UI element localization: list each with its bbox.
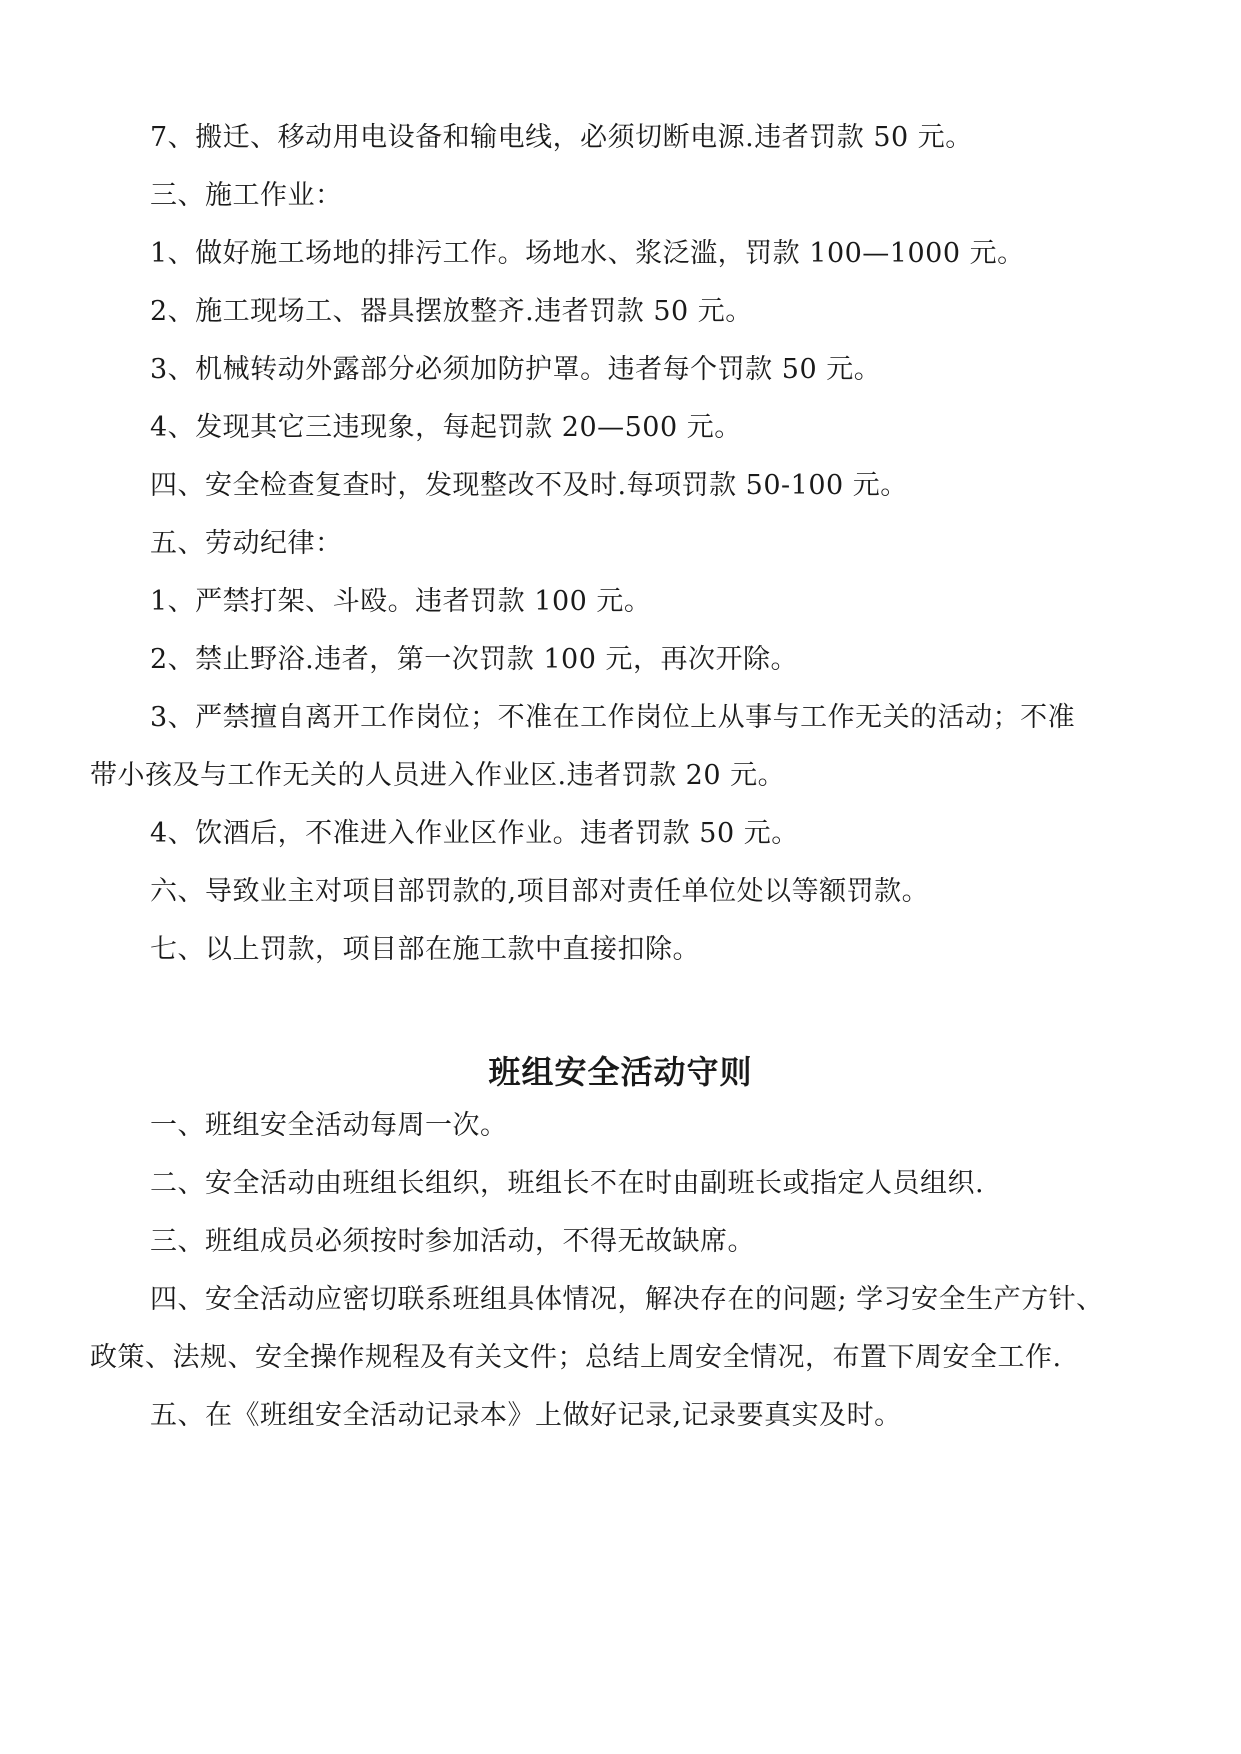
section-heading-inspection: 四、安全检查复查时，发现整改不及时.每项罚款 50-100 元。 [150, 470, 908, 501]
rule-item-7-power: 7、搬迁、移动用电设备和输电线，必须切断电源.违者罚款 50 元。 [150, 122, 973, 153]
team-rule-5: 五、在《班组安全活动记录本》上做好记录,记录要真实及时。 [150, 1400, 902, 1431]
team-rule-4-line1: 四、安全活动应密切联系班组具体情况，解决存在的问题; 学习安全生产方针、 [150, 1284, 1104, 1315]
rule-item-1-fighting: 1、严禁打架、斗殴。违者罚款 100 元。 [150, 586, 652, 617]
team-rule-4-line2: 政策、法规、安全操作规程及有关文件；总结上周安全情况，布置下周安全工作. [90, 1342, 1062, 1373]
page-title: 班组安全活动守则 [488, 1053, 753, 1091]
section-heading-deduction: 七、以上罚款，项目部在施工款中直接扣除。 [150, 934, 700, 965]
team-rule-3: 三、班组成员必须按时参加活动，不得无故缺席。 [150, 1226, 755, 1257]
rule-item-3-guards: 3、机械转动外露部分必须加防护罩。违者每个罚款 50 元。 [150, 354, 882, 385]
rule-item-1-drainage: 1、做好施工场地的排污工作。场地水、浆泛滥，罚款 100—1000 元。 [150, 238, 1025, 269]
rule-item-4-violations: 4、发现其它三违现象，每起罚款 20—500 元。 [150, 412, 742, 443]
rule-item-3-post-line2: 带小孩及与工作无关的人员进入作业区.违者罚款 20 元。 [90, 760, 786, 791]
section-heading-construction: 三、施工作业： [150, 180, 343, 211]
team-rule-1: 一、班组安全活动每周一次。 [150, 1110, 508, 1141]
rule-item-4-alcohol: 4、饮酒后，不准进入作业区作业。违者罚款 50 元。 [150, 818, 799, 849]
team-rule-2: 二、安全活动由班组长组织，班组长不在时由副班长或指定人员组织. [150, 1168, 985, 1199]
section-heading-discipline: 五、劳动纪律： [150, 528, 343, 559]
section-heading-owner-fine: 六、导致业主对项目部罚款的,项目部对责任单位处以等额罚款。 [150, 876, 930, 907]
rule-item-3-post-line1: 3、严禁擅自离开工作岗位；不准在工作岗位上从事与工作无关的活动；不准 [150, 702, 1076, 733]
rule-item-2-swimming: 2、禁止野浴.违者，第一次罚款 100 元，再次开除。 [150, 644, 798, 675]
rule-item-2-tools: 2、施工现场工、器具摆放整齐.违者罚款 50 元。 [150, 296, 753, 327]
